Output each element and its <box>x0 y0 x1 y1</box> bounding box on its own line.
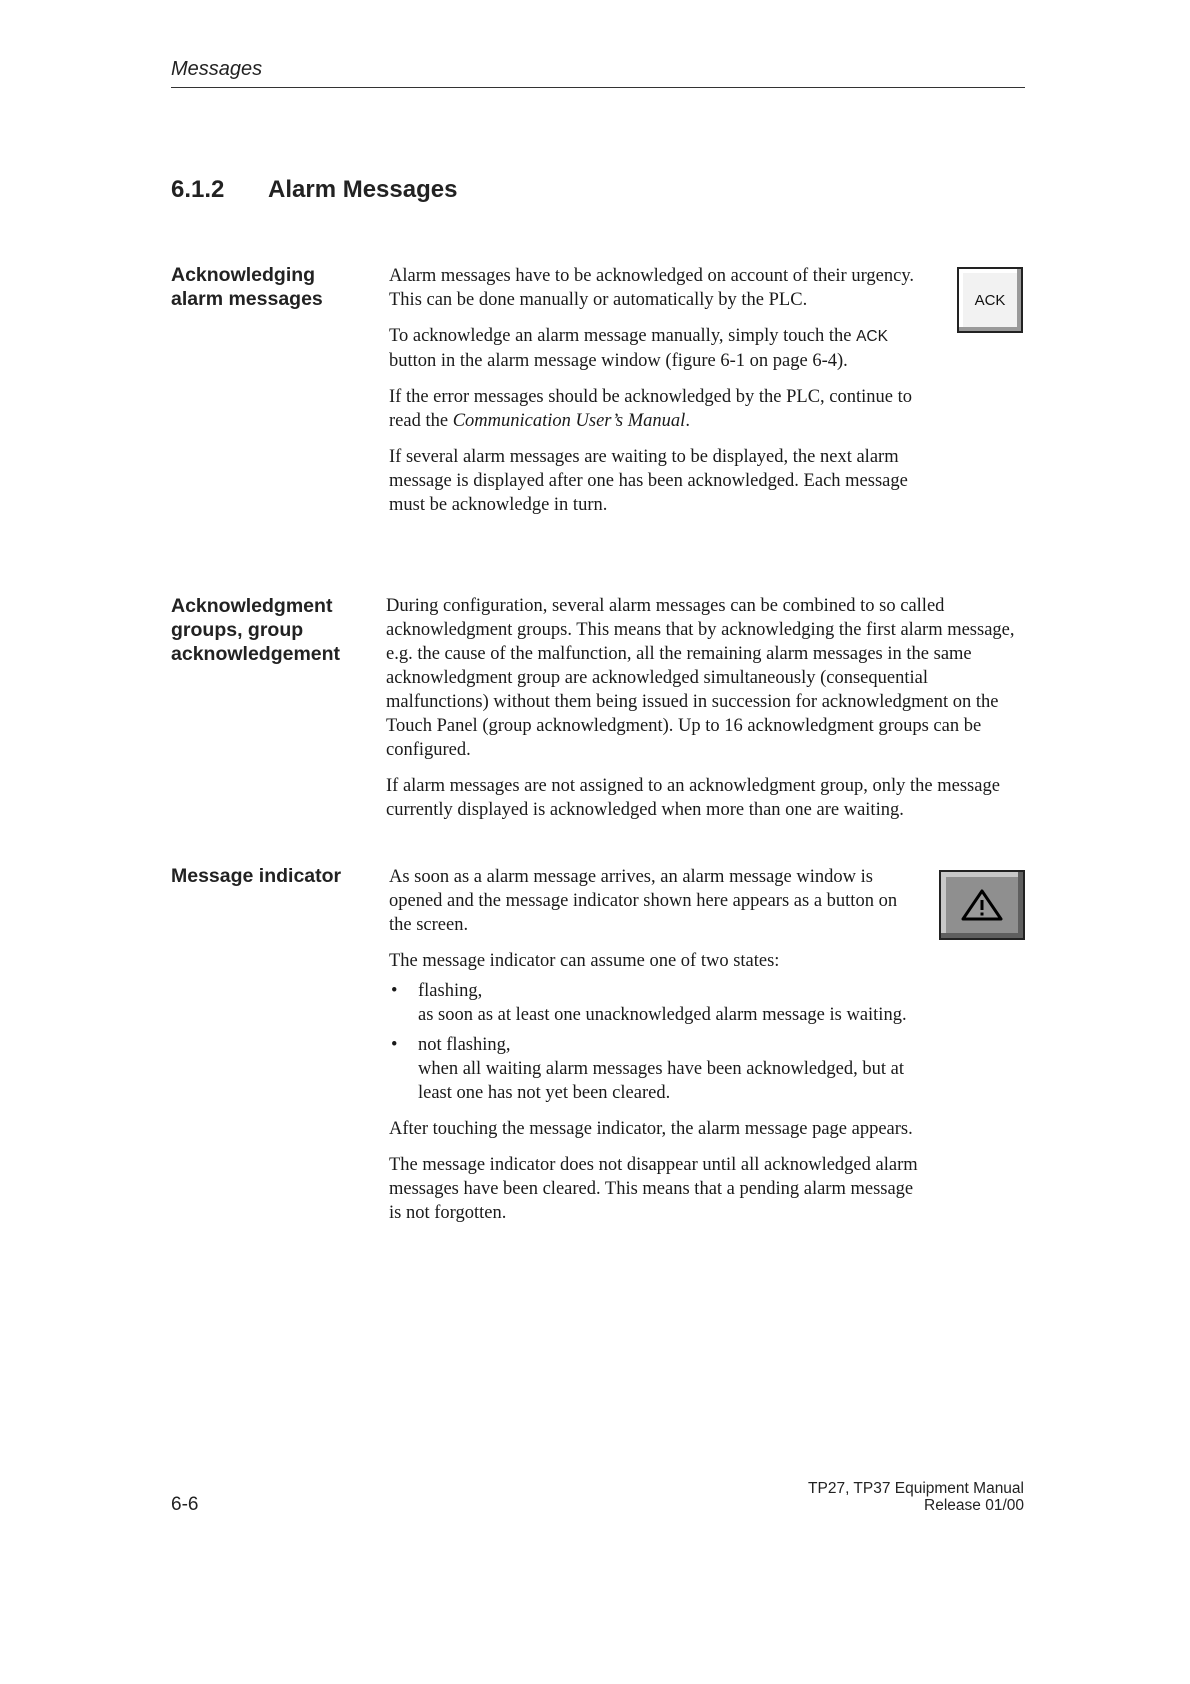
list-item-title: flashing, <box>418 981 483 1001</box>
side-heading-indicator <box>171 864 366 888</box>
paragraph: The message indicator does not disappear until all acknowledged alarm messages have been cleared. This means that a pending alarm message is not forgotten. <box>389 1155 918 1223</box>
text-run: button in the alarm message window (figure 6-1 on page 6-4). <box>389 351 848 371</box>
paragraph: During configuration, several alarm messages can be combined to so called acknowledgment groups. This means that by acknowledging the first alarm message, e.g. the cause of the malfunction, all the remaining alarm messages in the same acknowledgment group are acknowledged simultaneously (consequential malfunctions) without them being issued in succession for acknowledgment on the Touch Panel (group acknowledgment). Up to 16 acknowledgment groups can be configured. <box>386 596 1015 760</box>
release-info: Release 01/00 <box>924 1497 1024 1514</box>
manual-reference: Communication User’s Manual <box>452 411 686 431</box>
side-heading-line: alarm messages <box>171 288 323 310</box>
paragraph: As soon as a alarm message arrives, an alarm message window is opened and the message indicator shown here appears as a button on the screen. <box>389 867 898 935</box>
side-heading-acknowledging <box>171 263 366 311</box>
ack-key-label: ACK <box>856 328 888 345</box>
list-item-text: as soon as at least one unacknowledged alarm message is waiting. <box>418 1005 907 1025</box>
side-heading-groups <box>171 594 366 666</box>
paragraph: After touching the message indicator, the alarm message page appears. <box>389 1119 913 1139</box>
list-item <box>389 1033 919 1105</box>
state-list <box>389 979 919 1105</box>
acknowledging-text <box>389 264 919 529</box>
side-heading-line: Message indicator <box>171 865 342 887</box>
section-number: 6.1.2 <box>171 176 225 203</box>
ack-button-label: ACK <box>974 291 1006 309</box>
text-run: . <box>685 411 690 431</box>
bullet-icon: • <box>391 1035 398 1055</box>
bullet-icon: • <box>391 981 398 1001</box>
side-heading-line: Acknowledging <box>171 264 316 286</box>
indicator-text <box>389 865 919 1237</box>
paragraph: The message indicator can assume one of two states: <box>389 951 780 971</box>
list-item-title: not flashing, <box>418 1035 511 1055</box>
text-run: To acknowledge an alarm message manually, simply touch the <box>389 326 852 346</box>
side-heading-line: Acknowledgment <box>171 595 333 617</box>
list-item <box>389 979 919 1027</box>
paragraph <box>389 324 919 373</box>
groups-text <box>386 594 1026 834</box>
paragraph: Alarm messages have to be acknowledged on account of their urgency. This can be done manually or automatically by the PLC. <box>389 266 915 310</box>
message-indicator-button[interactable] <box>939 870 1025 940</box>
text-run: If the error messages should be acknowledged by the PLC, continue to read the <box>389 387 913 431</box>
paragraph: If several alarm messages are waiting to be displayed, the next alarm message is displayed after one has been acknowledged. Each message must be acknowledge in turn. <box>389 447 908 515</box>
running-header: Messages <box>171 58 263 80</box>
paragraph <box>389 385 919 433</box>
footer-manual-info <box>808 1480 1024 1514</box>
side-heading-line: groups, group <box>171 619 304 641</box>
manual-title: TP27, TP37 Equipment Manual <box>808 1480 1024 1497</box>
header-rule <box>171 87 1025 88</box>
section-title: Alarm Messages <box>268 176 458 203</box>
page-number: 6-6 <box>171 1494 199 1515</box>
side-heading-line: acknowledgement <box>171 643 341 665</box>
warning-triangle-icon <box>960 888 1004 922</box>
list-item-text: when all waiting alarm messages have been acknowledged, but at least one has not yet been cleared. <box>418 1059 904 1103</box>
ack-button[interactable] <box>957 267 1023 333</box>
paragraph: If alarm messages are not assigned to an acknowledgment group, only the message currently displayed is acknowledged when more than one are waiting. <box>386 776 1000 820</box>
